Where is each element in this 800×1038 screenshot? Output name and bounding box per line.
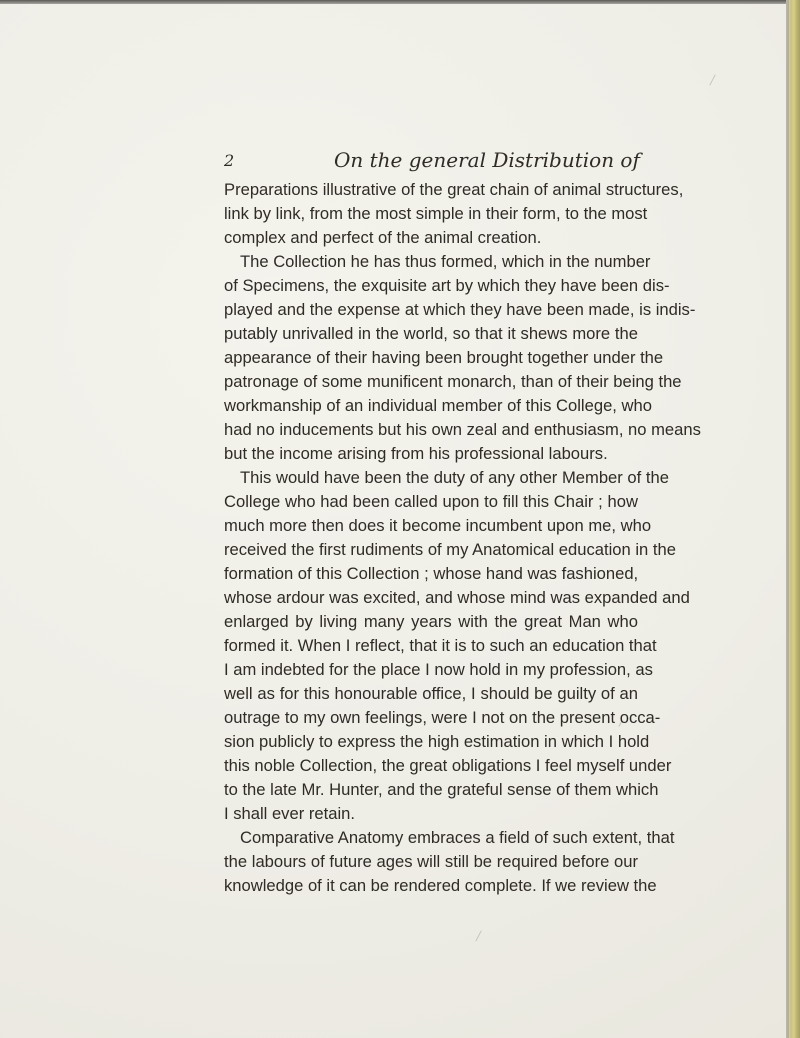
paper-speck	[475, 930, 482, 941]
book-fore-edge	[786, 0, 800, 1038]
running-title: On the general Distribution of	[334, 148, 640, 172]
page-header	[224, 148, 644, 175]
paper-speck	[709, 74, 716, 85]
text-line: to the late Mr. Hunter, and the grateful sense of them which	[224, 780, 659, 799]
text-line: sion publicly to express the high estimation in which I hold	[224, 732, 650, 751]
text-line: played and the expense at which they have been made, is indis-	[224, 300, 696, 319]
text-line: knowledge of it can be rendered complete. If we review the	[224, 876, 657, 895]
text-line: appearance of their having been brought together under the	[224, 348, 664, 367]
text-line: Comparative Anatomy embraces a field of such extent, that	[240, 828, 675, 847]
text-line: the labours of future ages will still be required before our	[224, 852, 638, 871]
text-line: whose ardour was excited, and whose mind was expanded and	[224, 588, 690, 607]
text-line: outrage to my own feelings, were I not on the present occa-	[224, 708, 661, 727]
text-line: had no inducements but his own zeal and enthusiasm, no means	[224, 420, 701, 439]
text-line: of Specimens, the exquisite art by which they have been dis-	[224, 276, 670, 295]
text-line: The Collection he has thus formed, which in the number	[240, 252, 651, 271]
text-line: This would have been the duty of any other Member of the	[240, 468, 669, 487]
text-line: well as for this honourable office, I should be guilty of an	[224, 684, 638, 703]
page-top-shadow	[0, 0, 800, 4]
text-line: enlarged by living many years with the great Man who	[224, 612, 638, 631]
text-line: received the first rudiments of my Anatomical education in the	[224, 540, 676, 559]
text-line: I am indebted for the place I now hold in my profession, as	[224, 660, 653, 679]
text-line: workmanship of an individual member of this College, who	[224, 396, 652, 415]
text-line: patronage of some munificent monarch, than of their being the	[224, 372, 682, 391]
text-line: link by link, from the most simple in their form, to the most	[224, 204, 648, 223]
text-line: Preparations illustrative of the great chain of animal structures,	[224, 180, 684, 199]
text-line: much more then does it become incumbent upon me, who	[224, 516, 652, 535]
text-line: putably unrivalled in the world, so that it shews more the	[224, 324, 638, 343]
text-line: this noble Collection, the great obligations I feel myself under	[224, 756, 672, 775]
text-line: formation of this Collection ; whose hand was fashioned,	[224, 564, 639, 583]
page-number: 2	[224, 151, 235, 170]
body-text	[224, 178, 701, 898]
text-line: but the income arising from his professional labours.	[224, 444, 608, 463]
text-line: College who had been called upon to fill this Chair ; how	[224, 492, 638, 511]
text-line: complex and perfect of the animal creation.	[224, 228, 542, 247]
text-line: formed it. When I reflect, that it is to such an education that	[224, 636, 657, 655]
text-line: I shall ever retain.	[224, 804, 355, 823]
